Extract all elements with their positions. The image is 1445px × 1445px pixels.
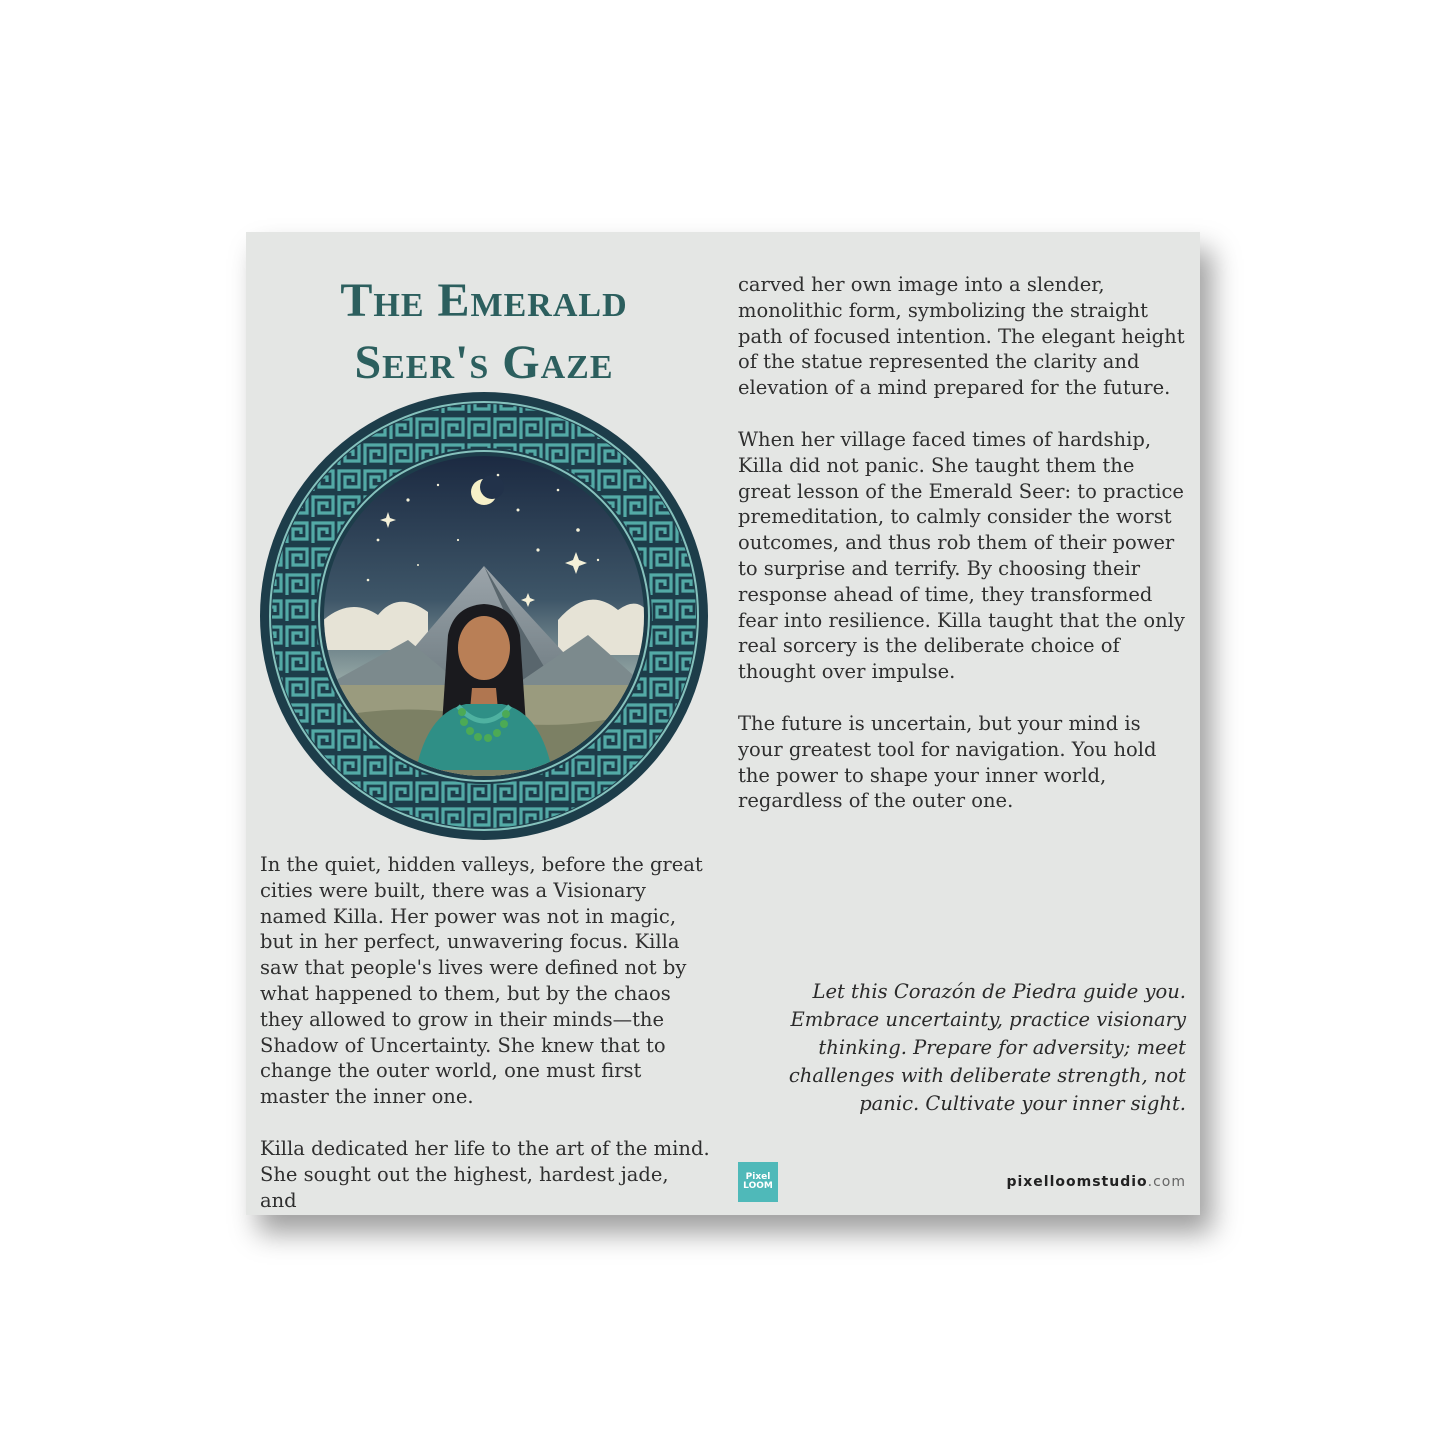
website-name: pixelloomstudio xyxy=(1006,1174,1148,1190)
logo-line-1: Pixel xyxy=(745,1172,771,1182)
story-paragraph-5: The future is uncertain, but your mind is your greatest tool for navigation. You hold the power to shape your inner world, regardless of the outer one. xyxy=(738,711,1157,813)
logo-line-2: LOOM xyxy=(743,1181,773,1191)
title-line-1: The Emerald xyxy=(340,274,628,327)
story-paragraph-1: In the quiet, hidden valleys, before the great cities were built, there was a Visionary named Killa. Her power was not in magic, but in her perfect, unwavering focus. Killa saw that people's lives were defined not by what happened to them, but by the chaos they allowed to grow in their minds—the Shadow of Uncertainty. She knew that to change the outer world, one must first master the inner one. xyxy=(260,853,703,1109)
pixel-loom-logo xyxy=(738,1162,778,1202)
seer-medallion-illustration xyxy=(258,390,710,842)
story-paragraph-4: When her village faced times of hardship, Killa did not panic. She taught them the great lesson of the Emerald Seer: to practice premeditation, to calmly consider the worst outcomes, and thus rob them of their power to surprise and terrify. By choosing their response ahead of time, they transformed fear into resilience. Killa taught that the only real sorcery is the deliberate choice of thought over impulse. xyxy=(738,427,1185,684)
story-paragraph-3: carved her own image into a slender, monolithic form, symbolizing the straight path of focused intention. The elegant height of the statue represented the clarity and elevation of a mind prepared for the future. xyxy=(738,273,1185,400)
story-paragraph-2: Killa dedicated her life to the art of the mind. She sought out the highest, hardest jade, and xyxy=(260,1136,710,1212)
title-line-2: Seer's Gaze xyxy=(354,336,614,389)
story-card xyxy=(246,232,1200,1215)
website-tld: .com xyxy=(1147,1174,1186,1190)
card-title xyxy=(246,270,722,394)
story-left-column xyxy=(260,852,710,1215)
story-right-column xyxy=(738,272,1188,840)
closing-quote: Let this Corazón de Piedra guide you. Embrace uncertainty, practice visionary thinking. Prepare for adversity; meet challenges with deliberate strength, not panic. Cultivate your inner sight. xyxy=(788,980,1186,1115)
website-link[interactable] xyxy=(1006,1174,1186,1190)
